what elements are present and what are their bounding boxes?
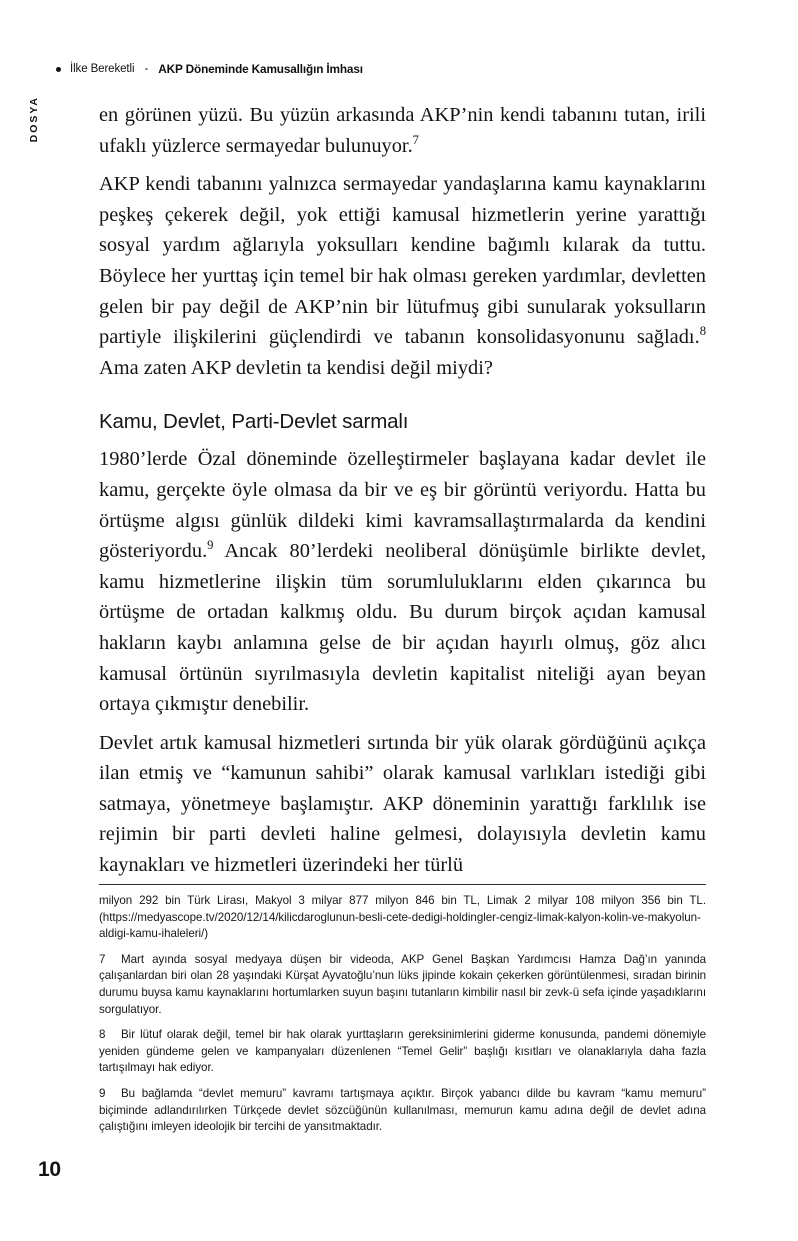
paragraph-continuation [99,100,706,161]
paragraph-text: 1980’lerde Özal döneminde özelleştirmeler başlayana kadar devlet ile kamu, gerçekte öyle olmasa da bir ve eş bir görüntü veriyordu. Hatta bu örtüşme algısı günlük dildeki kimi kavramsallaştırmalarda da kendini gösteriyordu. [99,448,706,563]
footnote-text: Bir lütuf olarak değil, temel bir hak olarak yurttaşların gereksinimlerini giderme konusunda, pandemi dönemiyle yeniden gündeme gelen ve kampanyaları düzenlenen “Temel Gelir” başlığı kısıtları ve olanaklarıyla daha fazla tartışılmayı hak ediyor. [99,1028,706,1075]
paragraph-devlet-artik: Devlet artık kamusal hizmetleri sırtında bir yük olarak gördüğünü açıkça ilan etmiş ve “kamunun sahibi” olarak kamusal varlıkları istediği gibi satmaya, yönetmeye başlamıştır. AKP döneminin yarattığı farklılık ise rejimin bir parti devleti haline gelmesi, dolayısıyla devletin kamu kaynakları ve hizmetleri üzerindeki her türlü [99,731,706,877]
section-tab-label: DOSYA [28,96,40,143]
footnote-number: 7 [99,952,106,966]
footnote-number: 8 [99,1028,106,1042]
footnote-item [99,952,706,1018]
page-number: 10 [38,1158,61,1181]
running-head-article-title: AKP Döneminde Kamusallığın İmhası [158,62,363,76]
footnote-text: Bu bağlamda “devlet memuru” kavramı tartışmaya açıktır. Birçok yabancı dilde bu kavram “kamu memuru” biçiminde adlandırılırken Türkçede devlet sözcüğünün kullanılması, memurun kamu adına değil de devlet adına çalıştığını imleyen ideolojik bir tercihi de yansıtmaktadır. [99,1086,706,1134]
footnote-item [99,1027,706,1077]
running-head-separator: - [144,63,149,75]
paragraph-ozal-donemi [99,444,706,719]
footnote-marker-9: 9 [207,538,214,553]
running-head-author: İlke Bereketli [70,63,135,75]
footnote-block [99,884,706,1136]
footnote-text: Mart ayında sosyal medyaya düşen bir videoda, AKP Genel Başkan Yardımcısı Hamza Dağ’ın yanında çalışanlardan biri olan 28 yaşındaki Kürşat Ayvatoğlu’nun lüks jipinde kokain çekerken görüntülenmesi, sıradan birinin durumu buysa kamu kaynaklarını hortumlarken suyun başını tutanların kimbilir nasıl bir zevk-ü sefa içinde yaşadıklarını sorgulatıyor. [99,952,706,1016]
paragraph-text-tail: Ancak 80’lerdeki neoliberal dönüşümle birlikte devlet, kamu hizmetlerine ilişkin tüm sorumluluklarını elden çıkarınca bu örtüşme de ortadan kalkmış oldu. Bu durum birçok açıdan kamusal hakların kaybı anlamına gelse de bir açıdan hayırlı olmuş, göz alıcı kamusal örtünün sıyrılmasıyla devletin kapitalist niteliği ayan beyan ortaya çıkmıştır denebilir. [99,540,706,716]
footnote-marker-8: 8 [699,324,706,339]
footnote-number: 9 [99,1086,106,1100]
paragraph-text-tail: Ama zaten AKP devletin ta kendisi değil miydi? [99,356,493,379]
section-heading: Kamu, Devlet, Parti-Devlet sarmalı [99,410,409,434]
footnote-marker-7: 7 [412,132,419,147]
footnote-item [99,1086,706,1136]
paragraph-text: AKP kendi tabanını yalnızca sermayedar yandaşlarına kamu kaynaklarını peşkeş çekerek değil, yok ettiği kamusal hizmetlerin yerine yarattığı sosyal yardım ağlarıyla yoksulları kendine bağımlı kılarak da tuttu. Böylece her yurttaş için temel bir hak olması gereken yardımlar, devletten gelen bir pay değil de AKP’nin bir lütufmuş gibi sunularak yoksulların partiyle ilişkilerini güçlendirdi ve tabanın konsolidasyonunu sağladı. [99,173,706,349]
running-head [56,60,716,78]
paragraph-akp-taban [99,169,706,383]
footnote-text: milyon 292 bin Türk Lirası, Makyol 3 milyar 877 milyon 846 bin TL, Limak 2 milyar 108 milyon 356 bin TL. (https://medyascope.tv/2020/12/14/kilicdaroglunun-besli-cete-dedigi-holdingler-cengiz-limak-kalyon-kolin-ve-makyolun-aldigi-kamu-ihaleleri/) [99,894,706,941]
paragraph-text: en görünen yüzü. Bu yüzün arkasında AKP’nin kendi tabanını tutan, irili ufaklı yüzlerce sermayedar bulunuyor. [99,104,706,157]
text-column [99,100,706,881]
footnote-continuation [99,893,706,943]
bullet-icon [56,67,61,72]
section-tab [16,96,52,206]
footnote-divider [99,884,706,885]
